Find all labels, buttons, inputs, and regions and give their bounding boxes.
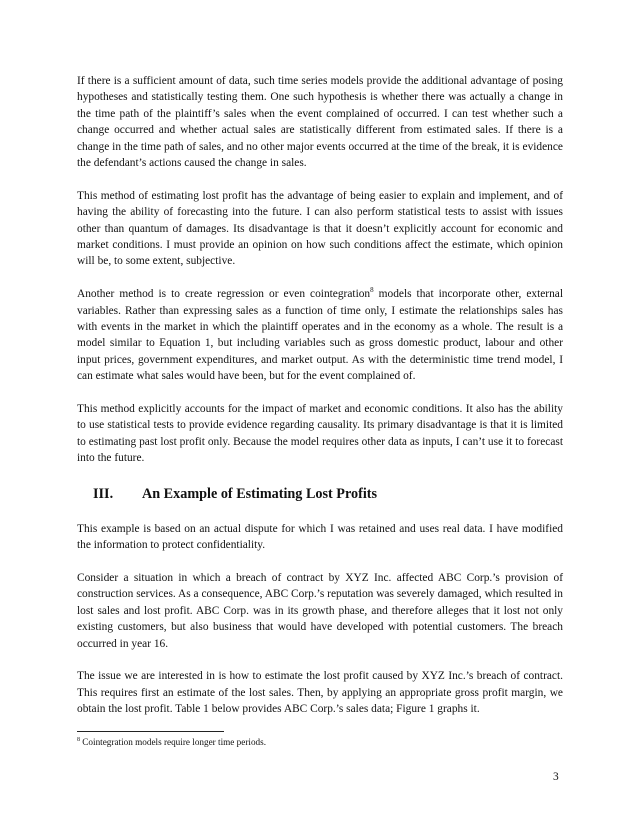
footnote-mark: 8: [77, 736, 80, 743]
paragraph-time-series-hypothesis: If there is a sufficient amount of data, such time series models provide the additional advantage of posing hypotheses and statistically testing them. One such hypothesis is whether there was actually a change in the time path of the plaintiff’s sales when the event complained of occurred. I can test whether such a change occurred and whether actual sales are statistically different from estimated sales. If there is a change in the time path of sales, and no other major events occurred at the time of the break, it is evidence the defendant’s actions caused the change in sales.: [77, 75, 563, 170]
paragraph-breach-situation: Consider a situation in which a breach of contract by XYZ Inc. affected ABC Corp.’s provision of construction services. As a consequence, ABC Corp.’s reputation was severely damaged, which resulted in lost sales and lost profit. ABC Corp. was in its growth phase, and therefore alleges that it lost not only existing customers, but also business that would have developed with potential customers. The breach occurred in year 16.: [77, 571, 563, 650]
paragraph-lost-profit-issue: The issue we are interested in is how to estimate the lost profit caused by XYZ Inc.’s breach of contract. This requires first an estimate of the lost sales. Then, by applying an appropriate gross profit margin, we obtain the lost profit. Table 1 below provides ABC Corp.’s sales data; Figure 1 graphs it.: [77, 670, 563, 716]
paragraph-regression-limitations: This method explicitly accounts for the impact of market and economic conditions. It also has the ability to use statistical tests to provide evidence regarding causality. Its primary disadvantage is that it is limited to estimating past lost profit only. Because the model requires other data as inputs, I can’t use it to forecast into the future.: [77, 403, 563, 465]
body-text: [77, 73, 563, 718]
footnote-divider: [77, 731, 224, 732]
paragraph-example-intro: This example is based on an actual dispute for which I was retained and uses real data. I have modified the information to protect confidentiality.: [77, 522, 563, 552]
section-number: III.: [93, 485, 114, 502]
footnote: [77, 736, 266, 748]
footnote-text: Cointegration models require longer time periods.: [80, 737, 267, 747]
footnote-reference[interactable]: 8: [370, 286, 374, 295]
regression-text-end: models that incorporate other, external variables. Rather than expressing sales as a function of time only, I estimate the relationships sales has with events in the market in which the plaintiff operates and in the economy as a whole. The result is a model similar to Equation 1, but including variables such as gross domestic product, labour and other input prices, government expenditures, and market output. As with the deterministic time trend model, I can estimate what sales would have been, but for the event complained of.: [77, 288, 564, 383]
section-heading: [77, 485, 563, 503]
page-number: 3: [553, 771, 559, 783]
section-title: An Example of Estimating Lost Profits: [142, 485, 378, 502]
regression-text-start: Another method is to create regression or even cointegration: [77, 288, 371, 301]
paragraph-regression-method: [77, 286, 563, 384]
paragraph-method-advantages: This method of estimating lost profit has the advantage of being easier to explain and implement, and of having the ability of forecasting into the future. I can also perform statistical tests to assist with issues other than quantum of damages. Its disadvantage is that it doesn’t explicitly account for economic and market conditions. I must provide an opinion on how such conditions affect the estimate, which opinion will be, to some extent, subjective.: [77, 189, 563, 268]
